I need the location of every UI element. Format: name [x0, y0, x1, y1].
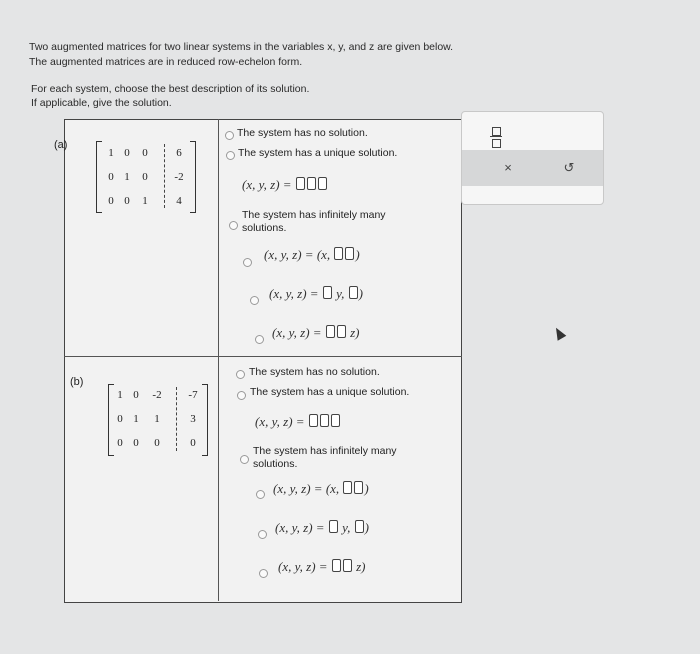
- clear-icon[interactable]: ×: [504, 160, 512, 175]
- unique-tuple-a: [242, 177, 328, 193]
- undo-icon[interactable]: ↺: [563, 160, 575, 175]
- tuple-free-x-a: (x, y, z) = (x, ): [264, 247, 360, 262]
- matrix-cell: 4: [176, 195, 182, 207]
- tuple-free-var: z): [356, 559, 366, 574]
- matrix-cell: 1: [154, 413, 160, 425]
- tuple-label: (x, y, z) = (x,: [273, 481, 340, 496]
- option-infinite-line2: solutions.: [242, 222, 287, 234]
- matrix-cell: 1: [142, 195, 148, 207]
- answer-box-x[interactable]: [309, 414, 318, 427]
- radio-infinite-b[interactable]: [240, 455, 249, 464]
- radio-infinite-x-b[interactable]: [256, 490, 265, 499]
- matrix-cell: 0: [133, 389, 139, 401]
- matrix-cell: 1: [133, 413, 139, 425]
- answer-box-y[interactable]: [307, 177, 316, 190]
- matrix-cell: 0: [142, 147, 148, 159]
- option-no-solution-a[interactable]: The system has no solution.: [237, 127, 368, 139]
- matrix-cell: 0: [133, 437, 139, 449]
- matrix-cell: -2: [174, 171, 184, 183]
- matrix-cell: -2: [152, 389, 162, 401]
- part-b-label: (b): [70, 376, 84, 388]
- answer-box-y[interactable]: [320, 414, 329, 427]
- option-no-solution-b[interactable]: The system has no solution.: [249, 366, 380, 378]
- radio-unique-b[interactable]: [237, 391, 246, 400]
- tuple-label: (x, y, z) =: [272, 325, 322, 340]
- tuple-free-y-b: (x, y, z) = y, ): [275, 520, 369, 535]
- question-line-2: The augmented matrices are in reduced row-echelon form.: [29, 56, 303, 68]
- option-infinite-line2: solutions.: [253, 458, 298, 470]
- option-infinite-a[interactable]: [242, 209, 386, 235]
- answer-box-z[interactable]: [355, 520, 364, 533]
- matrix-cell: 0: [142, 171, 148, 183]
- radio-no-solution-b[interactable]: [236, 370, 245, 379]
- question-line-4: If applicable, give the solution.: [31, 97, 172, 109]
- answer-box-y[interactable]: [343, 481, 352, 494]
- answer-box-y[interactable]: [337, 325, 346, 338]
- augment-bar: [176, 387, 177, 451]
- matrix-cell: 1: [117, 389, 123, 401]
- answer-box-x[interactable]: [329, 520, 338, 533]
- matrix-cell: 1: [108, 147, 114, 159]
- answer-box-x[interactable]: [326, 325, 335, 338]
- answer-box-y[interactable]: [343, 559, 352, 572]
- option-infinite-line1: The system has infinitely many: [242, 209, 386, 221]
- matrix-cell: 0: [108, 171, 114, 183]
- answer-box-x[interactable]: [296, 177, 305, 190]
- matrix-right-bracket: [190, 141, 196, 213]
- mouse-cursor-icon: [552, 325, 567, 340]
- radio-infinite-y-a[interactable]: [250, 296, 259, 305]
- matrix-cell: 0: [190, 437, 196, 449]
- tuple-label: (x, y, z) =: [278, 559, 328, 574]
- matrix-cell: 1: [124, 171, 130, 183]
- answer-box-z[interactable]: [354, 481, 363, 494]
- augment-bar: [164, 144, 165, 208]
- tuple-free-z-b: [278, 559, 365, 575]
- tuple-free-x-b: (x, y, z) = (x, ): [273, 481, 369, 496]
- fraction-icon[interactable]: [490, 125, 502, 149]
- answer-box-y[interactable]: [334, 247, 343, 260]
- part-a-label: (a): [54, 139, 68, 151]
- option-unique-b[interactable]: The system has a unique solution.: [250, 386, 410, 398]
- tuple-free-y-a: (x, y, z) = y, ): [269, 286, 363, 301]
- tuple-free-var: y,: [342, 520, 351, 535]
- radio-infinite-z-a[interactable]: [255, 335, 264, 344]
- tuple-label: (x, y, z) =: [275, 520, 325, 535]
- matrix-right-bracket: [202, 384, 208, 456]
- tuple-label: (x, y, z) =: [242, 177, 292, 192]
- question-line-3: For each system, choose the best description of its solution.: [31, 83, 310, 95]
- matrix-cell: 0: [124, 195, 130, 207]
- answer-box-x[interactable]: [323, 286, 332, 299]
- radio-infinite-y-b[interactable]: [258, 530, 267, 539]
- radio-unique-a[interactable]: [226, 151, 235, 160]
- answer-box-x[interactable]: [332, 559, 341, 572]
- matrix-cell: 0: [154, 437, 160, 449]
- answer-box-z[interactable]: [331, 414, 340, 427]
- option-infinite-b[interactable]: [253, 445, 397, 471]
- option-infinite-line1: The system has infinitely many: [253, 445, 397, 457]
- tuple-free-z-a: [272, 325, 359, 341]
- answer-box-z[interactable]: [318, 177, 327, 190]
- tuple-label: (x, y, z) =: [255, 414, 305, 429]
- radio-infinite-z-b[interactable]: [259, 569, 268, 578]
- answer-box-z[interactable]: [349, 286, 358, 299]
- option-unique-a[interactable]: The system has a unique solution.: [238, 147, 398, 159]
- tools-action-bar: [462, 150, 603, 186]
- radio-infinite-x-a[interactable]: [243, 258, 252, 267]
- radio-infinite-a[interactable]: [229, 221, 238, 230]
- radio-no-solution-a[interactable]: [225, 131, 234, 140]
- row-divider: [64, 356, 462, 357]
- matrix-cell: 0: [108, 195, 114, 207]
- matrix-cell: 6: [176, 147, 182, 159]
- column-divider: [218, 119, 219, 601]
- matrix-cell: 0: [117, 413, 123, 425]
- answer-box-z[interactable]: [345, 247, 354, 260]
- tuple-label: (x, y, z) =: [269, 286, 319, 301]
- matrix-cell: -7: [188, 389, 198, 401]
- unique-tuple-b: [255, 414, 341, 430]
- matrix-cell: 3: [190, 413, 196, 425]
- question-line-1: Two augmented matrices for two linear systems in the variables x, y, and z are given below.: [29, 41, 454, 53]
- tuple-free-var: y,: [336, 286, 345, 301]
- tuple-label: (x, y, z) = (x,: [264, 247, 331, 262]
- tuple-free-var: z): [350, 325, 360, 340]
- matrix-b: [108, 384, 208, 454]
- matrix-a: [96, 141, 196, 211]
- matrix-cell: 0: [117, 437, 123, 449]
- matrix-cell: 0: [124, 147, 130, 159]
- math-tools-panel: [461, 111, 604, 205]
